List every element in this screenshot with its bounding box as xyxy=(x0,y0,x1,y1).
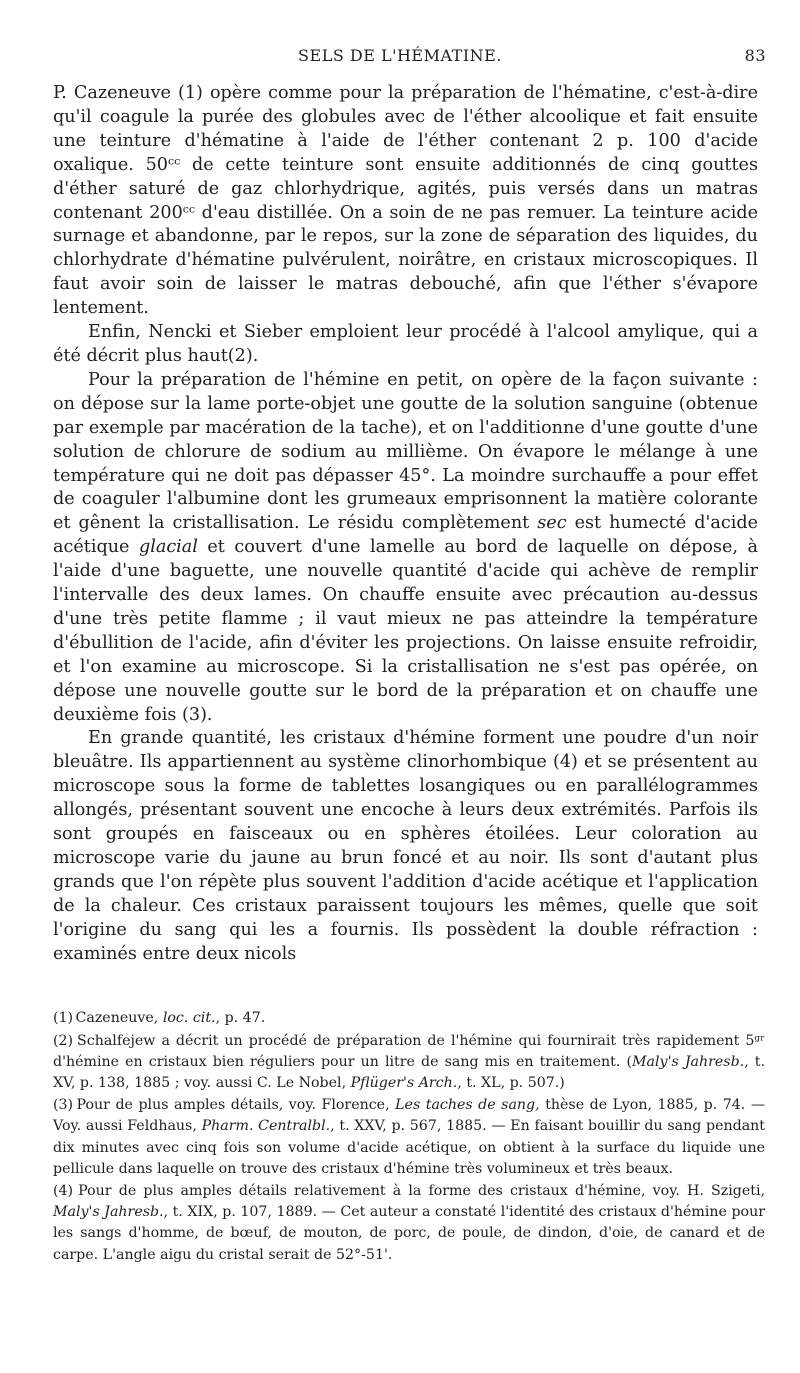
footnote-mark: (4) xyxy=(53,1183,74,1200)
text-run: , t. XV, p. 138, 1885 ; voy. aussi C. Le Nobel, xyxy=(53,1053,766,1091)
text-run: , t. XL, p. 507.) xyxy=(457,1074,565,1091)
italic-citation: Maly's Jahresb. xyxy=(632,1053,745,1070)
text-run: thèse de Lyon, 1885, p. 74. — Voy. aussi Feldhaus, xyxy=(53,1097,766,1135)
footnote-mark: (2) xyxy=(53,1032,74,1049)
body-text xyxy=(53,82,758,967)
footnote-1 xyxy=(53,1008,765,1029)
text-run: et couvert d'une lamelle au bord de laquelle on dépose, à l'aide d'une baguette, une nouvelle quantité d'acide qui achève de remplir l'intervalle des deux lames. On chauffe ensuite avec précaution au-dessus d'une très petite flamme ; il vaut mieux ne pas atteindre la température d'ébullition de l'acide, afin d'éviter les projections. On laisse ensuite refroidir, et l'on examine au microscope. Si la cristallisation ne s'est pas opérée, on dépose une nouvelle goutte sur le bord de la préparation et on chauffe une deuxième fois (3). xyxy=(53,537,758,725)
footnote-mark: (3) xyxy=(53,1097,74,1114)
text-run: est humecté d'acide acétique xyxy=(53,513,759,558)
footnote-4 xyxy=(53,1181,765,1265)
footnote-3 xyxy=(53,1095,765,1179)
italic-citation: Maly's Jahresb. xyxy=(53,1204,164,1221)
italic-glacial: glacial xyxy=(138,537,198,558)
text-run: Pour la préparation de l'hémine en petit, on opère de la façon suivante : on dépose sur la lame porte-objet une goutte de la solution sanguine (obtenue par exemple par macération de la tache), et on l'additionne d'une goutte d'une solution de chlorure de sodium au millième. On évapore le mélange à une température qui ne doit pas dépasser 45°. La moindre surchauffe a pour effet de coaguler l'albumine dont les grumeaux emprisonnent la matière colorante et gênent la cristallisation. Le résidu complètement xyxy=(53,369,758,534)
paragraph-cazeneuve: P. Cazeneuve (1) opère comme pour la préparation de l'hématine, c'est-à-dire qu'il coagule la purée des globules avec de l'éther alcoolique et fait ensuite une teinture d'hématine à l'aide de l'éther contenant 2 p. 100 d'acide oxalique. 50ᶜᶜ de cette teinture sont ensuite additionnés de cinq gouttes d'éther saturé de gaz chlorhydrique, agités, puis versés dans un matras contenant 200ᶜᶜ d'eau distillée. On a soin de ne pas remuer. La teinture acide surnage et abandonne, par le repos, sur la zone de séparation des liquides, du chlorhydrate d'hématine pulvérulent, noirâtre, en cristaux microscopiques. Il faut avoir soin de laisser le matras debouché, afin que l'éther s'évapore lentement. xyxy=(53,83,758,319)
text-run: Pour de plus amples détails relativement à la forme des cristaux d'hémine, voy. H. Szigeti, xyxy=(78,1183,765,1200)
running-title: SELS DE L'HÉMATINE. xyxy=(298,46,502,65)
footnote-mark: (1) xyxy=(53,1010,74,1026)
paragraph-hemine-crystals: En grande quantité, les cristaux d'hémine forment une poudre d'un noir bleuâtre. Ils appartiennent au système clinorhombique (4) et se présentent au microscope sous la forme de tablettes losangiques ou en parallélogrammes allongés, présentant souvent une encoche à leurs deux extrémités. Parfois ils sont groupés en faisceaux ou en sphères étoilées. Leur coloration au microscope varie du jaune au brun foncé et au noir. Ils sont d'autant plus grands que l'on répète plus souvent l'addition d'acide acétique et l'application de la chaleur. Ces cristaux paraissent toujours les mêmes, quelle que soit l'origine du sang qui les a fournis. Ils possèdent la double réfraction : examinés entre deux nicols xyxy=(53,728,758,964)
italic-sec: sec xyxy=(537,513,567,534)
text-run: , p. 47. xyxy=(215,1010,266,1026)
text-run: Cazeneuve, xyxy=(75,1010,159,1026)
italic-citation: Les taches de sang, xyxy=(395,1097,540,1114)
italic-citation: Pflüger's Arch. xyxy=(350,1074,458,1091)
text-run: , t. XXV, p. 567, 1885. — En faisant bouillir du sang pendant dix minutes avec cinq fois son volume d'acide acétique, on obtient à la surface du liquide une pellicule dans laquelle on trouve des cristaux d'hémine très volumineux et très beaux. xyxy=(53,1118,765,1177)
paragraph-nencki-sieber: Enfin, Nencki et Sieber emploient leur procédé à l'alcool amylique, qui a été décrit plus haut(2). xyxy=(53,322,758,366)
running-head xyxy=(0,46,800,70)
text-run: , t. XIX, p. 107, 1889. — Cet auteur a constaté l'identité des cristaux d'hémine pour les sangs d'homme, de bœuf, de mouton, de porc, de poule, de dindon, d'oie, de canard et de carpe. L'angle aigu du cristal serait de 52°-51'. xyxy=(53,1204,765,1263)
page-number: 83 xyxy=(744,46,766,65)
italic-citation: loc. cit. xyxy=(162,1010,216,1026)
text-run: Schalfejew a décrit un procédé de préparation de l'hémine qui fournirait très rapidement 5ᵍʳ d'hémine en cristaux bien réguliers pour un litre de sang mis en traitement. ( xyxy=(53,1032,765,1070)
footnotes xyxy=(53,1008,765,1267)
paragraph-hemine-preparation xyxy=(53,369,758,728)
text-run: Pour de plus amples détails, voy. Florence, xyxy=(76,1097,390,1114)
italic-citation: Pharm. Centralbl. xyxy=(201,1118,331,1135)
footnote-2 xyxy=(53,1031,765,1094)
